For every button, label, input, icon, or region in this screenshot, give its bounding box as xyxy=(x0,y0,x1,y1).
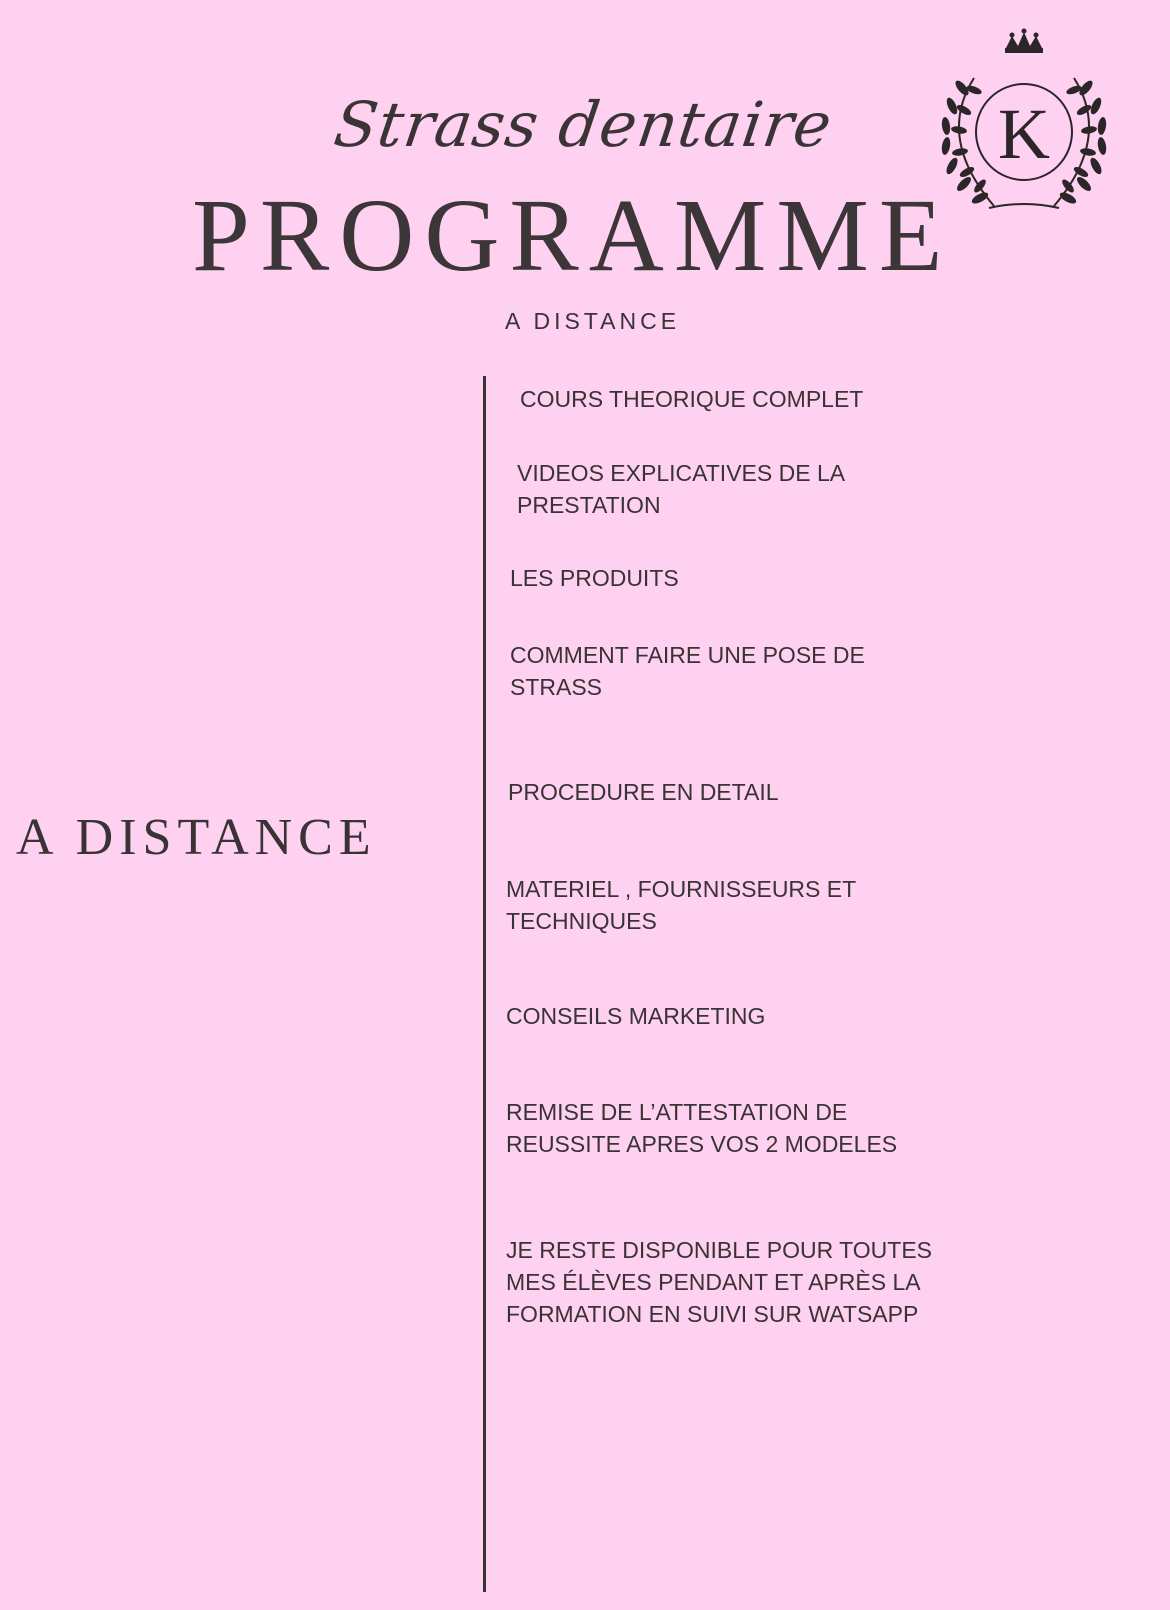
page-title: PROGRAMME xyxy=(192,178,953,293)
side-label: A DISTANCE xyxy=(16,809,377,866)
crown-laurel-monogram-icon xyxy=(934,28,1114,218)
vertical-divider xyxy=(483,376,486,1592)
subtitle: A DISTANCE xyxy=(505,308,681,334)
program-item-7: CONSEILS MARKETING xyxy=(506,1003,766,1029)
program-item-3: LES PRODUITS xyxy=(510,565,679,591)
program-item-9: JE RESTE DISPONIBLE POUR TOUTES MES ÉLÈVES PENDANT ET APRÈS LA FORMATION EN SUIVI SUR WATSAPP xyxy=(506,1237,933,1327)
program-item-2: VIDEOS EXPLICATIVES DE LA PRESTATION xyxy=(517,460,846,518)
program-item-6: MATERIEL , FOURNISSEURS ET TECHNIQUES xyxy=(506,876,857,934)
program-item-5: PROCEDURE EN DETAIL xyxy=(508,779,779,805)
script-title: Strass dentaire xyxy=(329,88,837,161)
logo xyxy=(934,28,1114,218)
logo-letter: K xyxy=(998,94,1050,174)
program-item-1: COURS THEORIQUE COMPLET xyxy=(520,386,864,412)
program-item-4: COMMENT FAIRE UNE POSE DE STRASS xyxy=(510,642,865,700)
program-item-8: REMISE DE L’ATTESTATION DE REUSSITE APRES VOS 2 MODELES xyxy=(506,1099,898,1157)
